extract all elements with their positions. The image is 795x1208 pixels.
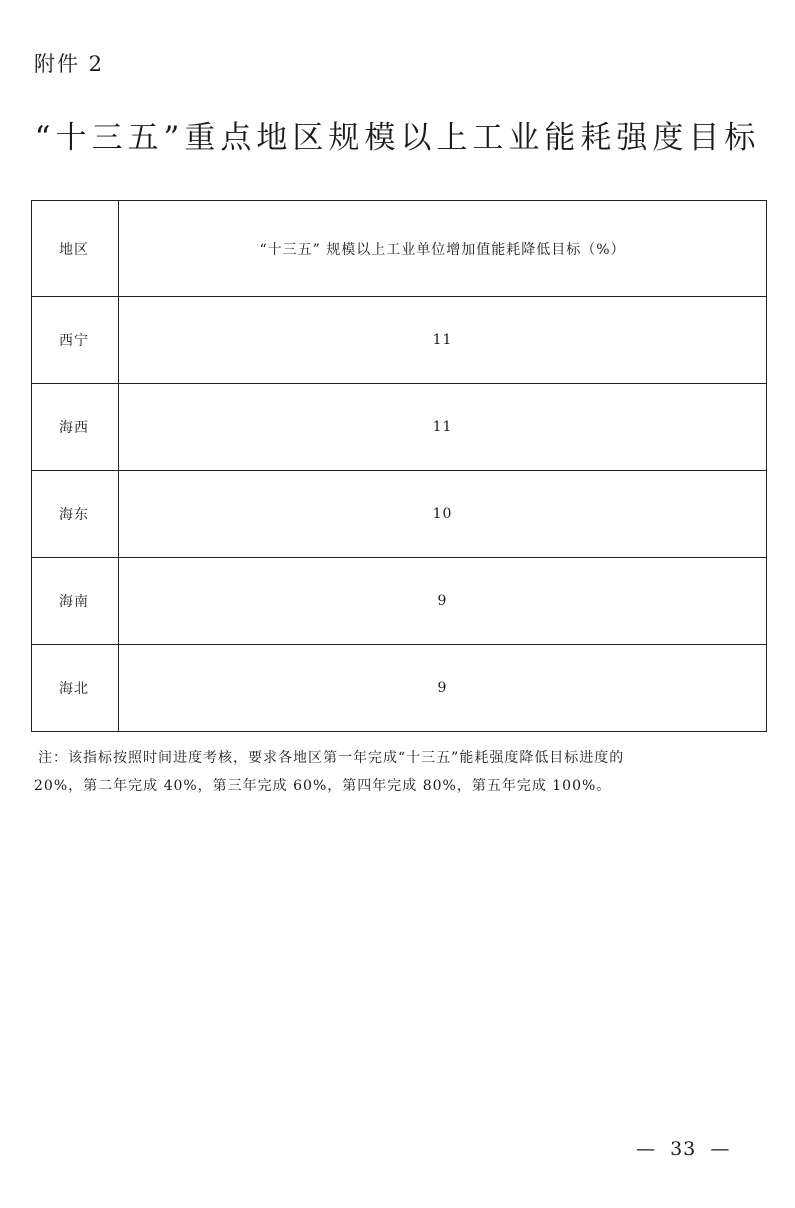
energy-target-table (31, 200, 767, 732)
page-title: “十三五”重点地区规模以上工业能耗强度目标 (34, 120, 761, 156)
row-target-value: 11 (119, 297, 767, 384)
row-target-value: 9 (119, 558, 767, 645)
table-row (32, 384, 767, 471)
row-region: 海南 (32, 558, 119, 645)
table-row (32, 645, 767, 732)
table-header-row (32, 201, 767, 297)
table-row (32, 558, 767, 645)
row-target-value: 10 (119, 471, 767, 558)
row-target-value: 9 (119, 645, 767, 732)
row-region: 海西 (32, 384, 119, 471)
note-line-2: 20%，第二年完成 40%，第三年完成 60%，第四年完成 80%，第五年完成 100%。 (34, 778, 612, 794)
row-region: 海东 (32, 471, 119, 558)
table-row (32, 471, 767, 558)
row-target-value: 11 (119, 384, 767, 471)
page-number: — 33 — (636, 1138, 731, 1160)
row-region: 海北 (32, 645, 119, 732)
table-row (32, 297, 767, 384)
attachment-label: 附件 2 (34, 52, 105, 76)
row-region: 西宁 (32, 297, 119, 384)
header-target: “十三五” 规模以上工业单位增加值能耗降低目标（%） (119, 201, 767, 297)
note-line-1: 注：该指标按照时间进度考核，要求各地区第一年完成“十三五”能耗强度降低目标进度的 (38, 750, 625, 766)
table-note (34, 744, 760, 800)
header-region: 地区 (32, 201, 119, 297)
